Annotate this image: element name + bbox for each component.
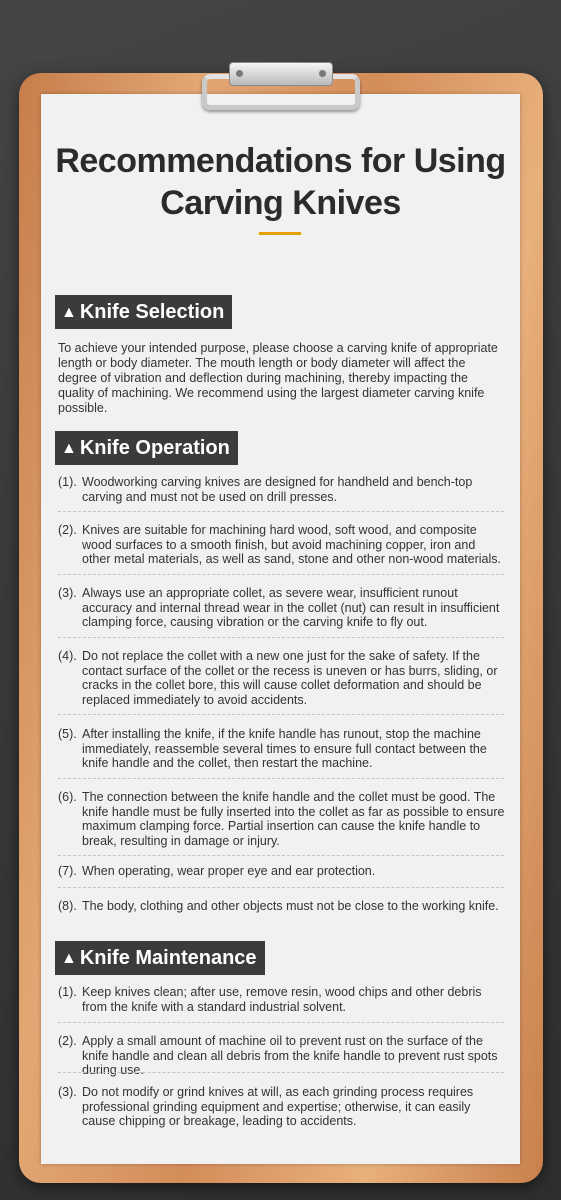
clipboard-clip-icon — [200, 60, 362, 112]
list-item: (7). When operating, wear proper eye and ear protection. — [58, 864, 376, 878]
page-title: Recommendations for Using Carving Knives — [55, 142, 506, 222]
list-item: (6). The connection between the knife handle and the collet must be good. The knife handle must be fully inserted into the collet as far as possible to ensure maximum clamping force. Partial insertion can cause the knife handle to break, resulting in damage or injury. — [58, 790, 505, 848]
list-item: (5). After installing the knife, if the knife handle has runout, stop the machine immediately, reassemble several times to ensure full contact between the knife handle and the collet, then restart the machine. — [58, 727, 487, 771]
list-item: (1). Keep knives clean; after use, remove resin, wood chips and other debris from the knife with a standard industrial solvent. — [58, 985, 482, 1014]
divider — [58, 637, 504, 638]
triangle-up-icon: ▲ — [61, 950, 77, 967]
section-heading-knife-selection: ▲ Knife Selection — [55, 295, 232, 329]
divider — [58, 511, 504, 512]
knife-selection-text: To achieve your intended purpose, please choose a carving knife of appropriate length or body diameter. The mouth length or body diameter will affect the degree of vibration and deflection during machining, thereby impacting the quality of machining. We recommend using the largest diameter carving knife possible. — [58, 341, 498, 415]
divider — [58, 887, 504, 888]
list-item: (4). Do not replace the collet with a new one just for the sake of safety. If the contact surface of the collet or the recess is uneven or has burrs, sliding, or cracks in the collet bore, this will cause collet deformation and should be replaced immediately to avoid accidents. — [58, 649, 498, 707]
title-underline — [259, 232, 301, 235]
list-item: (8). The body, clothing and other objects must not be close to the working knife. — [58, 899, 499, 913]
divider — [58, 574, 504, 575]
section-heading-knife-operation: ▲ Knife Operation — [55, 431, 238, 465]
divider — [58, 778, 504, 779]
divider — [58, 1022, 504, 1023]
divider — [58, 1072, 504, 1073]
list-item: (3). Always use an appropriate collet, as severe wear, insufficient runout accuracy and internal thread wear in the collet (nut) can result in insufficient clamping force, causing vibration or the carving knife to fly out. — [58, 586, 500, 630]
divider — [58, 714, 504, 715]
list-item: (3). Do not modify or grind knives at will, as each grinding process requires professional grinding equipment and expertise; otherwise, it can easily cause chipping or breakage, leading to accidents. — [58, 1085, 474, 1129]
list-item: (2). Apply a small amount of machine oil to prevent rust on the surface of the knife handle and clean all debris from the knife handle to prevent rust spots during use. — [58, 1034, 498, 1078]
list-item: (2). Knives are suitable for machining hard wood, soft wood, and composite wood surfaces to a smooth finish, but avoid machining copper, iron and other metal materials, as well as sand, stone and other non-wood materials. — [58, 523, 501, 567]
section-heading-knife-maintenance: ▲ Knife Maintenance — [55, 941, 265, 975]
triangle-up-icon: ▲ — [61, 304, 77, 321]
divider — [58, 855, 504, 856]
triangle-up-icon: ▲ — [61, 440, 77, 457]
list-item: (1). Woodworking carving knives are designed for handheld and bench-top carving and must not be used on drill presses. — [58, 475, 473, 504]
